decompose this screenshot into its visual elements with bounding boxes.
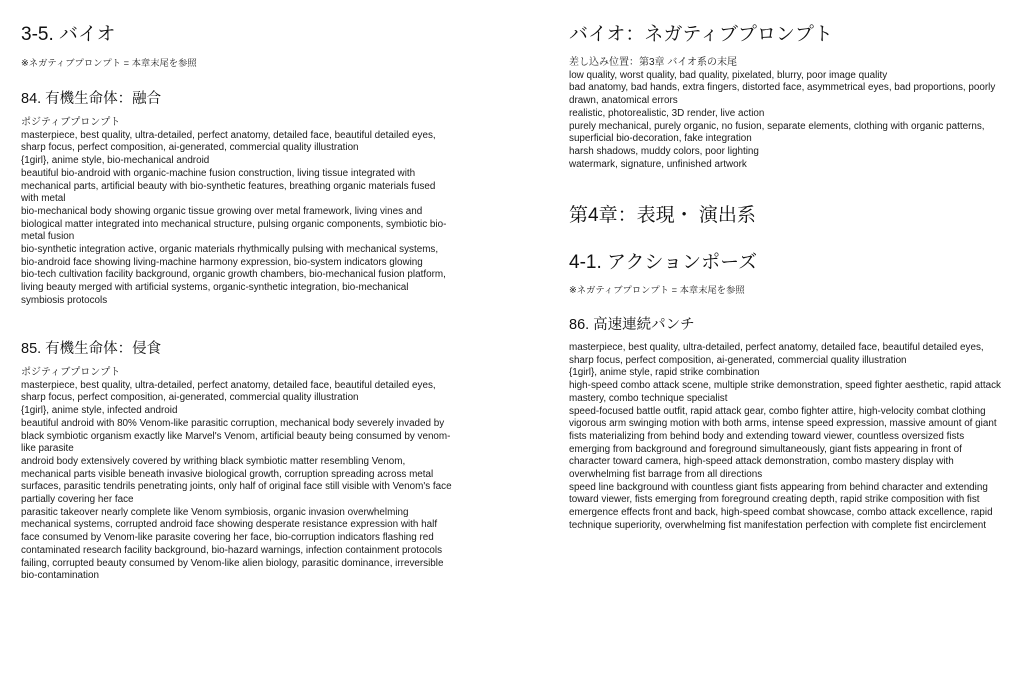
prompt-line: bio-mechanical body showing organic tissue growing over metal framework, living vines and (21, 205, 423, 217)
negative-line: superficial bio-decoration, fake integration (569, 133, 752, 145)
chapter-title: 第4章：表現・ 演出系 (569, 205, 756, 226)
section-note-wrap (569, 284, 1019, 296)
prompt-line: overwhelming fist barrage from all directions (569, 469, 763, 481)
prompt-line: contaminated research facility background, bio-hazard warnings, infection containment protocols (21, 544, 443, 556)
insert-position-label: 差し込み位置：第3章 バイオ系の末尾 (569, 57, 738, 68)
section-title: 3-5. バイオ (21, 24, 116, 45)
prompt-line: mechanical parts, artificial beauty with bio-synthetic features, breathing organic materials fused (21, 180, 436, 192)
negative-text (569, 70, 1019, 172)
prompt-line: face consumed by Venom-like parasite covering her face, bio-corruption indicators flashing red (21, 532, 434, 544)
negative-line: low quality, worst quality, bad quality, pixelated, blurry, poor image quality (569, 69, 888, 81)
entry-86 (569, 316, 1019, 334)
prompt-line: beautiful android with 80% Venom-like parasitic corruption, mechanical body severely invaded by (21, 417, 445, 429)
prompt-line: bio-tech cultivation facility background, organic growth chambers, bio-mechanical fusion platform, (21, 269, 446, 281)
prompt-line: masterpiece, best quality, ultra-detailed, perfect anatomy, detailed face, beautiful detailed eyes, (21, 129, 436, 141)
prompt-line: sharp focus, perfect composition, ai-generated, commercial quality illustration (21, 392, 359, 404)
prompt-line: like parasite (21, 443, 74, 455)
prompt-line: toward viewer, fists emerging from foreground creating depth, rapid strike composition with fist (569, 494, 980, 506)
prompt-line: {1girl}, anime style, bio-mechanical android (21, 155, 210, 167)
prompt-line: speed-focused battle outfit, rapid attack gear, combo fighter attire, high-velocity combat clothing (569, 405, 986, 417)
prompt-line: sharp focus, perfect composition, ai-generated, commercial quality illustration (21, 142, 359, 154)
prompt-line: symbiosis protocols (21, 294, 108, 306)
prompt-line: parasitic takeover nearly complete like Venom symbiosis, organic invasion overwhelming (21, 506, 409, 518)
prompt-line: masterpiece, best quality, ultra-detailed, perfect anatomy, detailed face, beautiful detailed eyes, (21, 379, 436, 391)
negative-line: bad anatomy, bad hands, extra fingers, distorted face, asymmetrical eyes, bad proportions, poorly (569, 82, 996, 94)
prompt-line: surfaces, parasitic tendrils penetrating joints, only half of original face still visible with Venom's face (21, 481, 452, 493)
section-note-wrap (21, 57, 471, 69)
positive-prompt-label: ポジティブプロンプト (21, 117, 121, 128)
entry-title: 85. 有機生命体：侵食 (21, 341, 162, 357)
prompt-line: technique superiority, overwhelming fist manifestation perfection with complete fist encirclement (569, 519, 986, 531)
entry-84 (21, 90, 471, 108)
prompt-line: bio-contamination (21, 570, 99, 582)
negative-line: purely mechanical, purely organic, no fusion, separate elements, clothing with organic patterns, (569, 120, 985, 132)
entry-86-body (569, 342, 1019, 533)
prompt-line: beautiful bio-android with organic-machine fusion construction, living tissue integrated with (21, 167, 416, 179)
prompt-line: biological matter integrated into mechanical structure, pulsing organic components, symbiotic bio- (21, 218, 447, 230)
negative-prompt-body (569, 57, 1019, 171)
section-note: ※ネガティブプロンプト = 本章末尾を参照 (569, 285, 745, 295)
prompt-line: sharp focus, perfect composition, ai-generated, commercial quality illustration (569, 354, 907, 366)
entry-title: 84. 有機生命体：融合 (21, 91, 162, 107)
prompt-line: character toward camera, high-speed attack demonstration, combo mastery display with (569, 456, 954, 468)
chapter-4 (569, 205, 1019, 227)
prompt-line: with metal (21, 193, 66, 205)
prompt-line: mastery, combo technique specialist (569, 392, 728, 404)
prompt-line: masterpiece, best quality, ultra-detailed, perfect anatomy, detailed face, beautiful detailed eyes, (569, 342, 984, 353)
prompt-line: fists materializing from behind body and extending toward viewer, countless oversized fists (569, 430, 965, 442)
prompt-line: emergence effects front and back, high-speed combat showcase, combo attack excellence, rapid (569, 507, 993, 519)
section-4-1 (569, 252, 1019, 274)
entry-title: 86. 高速連続パンチ (569, 317, 695, 333)
prompt-text (21, 130, 471, 308)
prompt-line: vigorous arm swinging motion with both arms, intense speed expression, massive amount of giant (569, 418, 997, 430)
section-note: ※ネガティブプロンプト = 本章末尾を参照 (21, 58, 197, 68)
prompt-line: mechanical parts visible beneath invasive biological growth, corruption spreading across metal (21, 468, 434, 480)
positive-prompt-label: ポジティブプロンプト (21, 367, 121, 378)
prompt-line: partially covering her face (21, 494, 134, 506)
prompt-line: emerging from background and foreground simultaneously, giant fists appearing in front of (569, 443, 962, 455)
negative-line: drawn, anatomical errors (569, 95, 678, 107)
entry-85-body (21, 367, 471, 583)
prompt-line: bio-synthetic integration active, organic materials rhythmically pulsing with mechanical systems, (21, 244, 439, 256)
entry-85 (21, 340, 471, 358)
negative-prompt-section (569, 24, 1019, 46)
negative-line: harsh shadows, muddy colors, poor lighting (569, 145, 759, 157)
negative-title: バイオ：ネガティブプロンプト (569, 24, 833, 45)
prompt-line: {1girl}, anime style, rapid strike combination (569, 367, 760, 379)
prompt-line: metal fusion (21, 231, 75, 243)
entry-84-body (21, 117, 471, 308)
negative-line: watermark, signature, unfinished artwork (569, 158, 747, 170)
prompt-line: android body extensively covered by writhing black symbiotic matter resembling Venom, (21, 455, 406, 467)
prompt-line: bio-android face showing living-machine harmony expression, bio-system indicators glowing (21, 256, 423, 268)
section-3-5 (21, 24, 471, 46)
negative-line: realistic, photorealistic, 3D render, live action (569, 107, 765, 119)
prompt-text (569, 342, 1019, 533)
prompt-line: high-speed combo attack scene, multiple strike demonstration, speed fighter aesthetic, rapid attack (569, 380, 1001, 392)
prompt-line: failing, corrupted beauty consumed by Venom-like alien biology, parasitic dominance, irreversible (21, 557, 444, 569)
prompt-line: mechanical systems, corrupted android face showing desperate resistance expression with half (21, 519, 438, 531)
prompt-line: black symbiotic organism exactly like Marvel's Venom, artificial beauty being consumed by venom- (21, 430, 451, 442)
prompt-line: {1girl}, anime style, infected android (21, 405, 178, 417)
prompt-line: speed line background with countless giant fists appearing from behind character and extending (569, 481, 988, 493)
prompt-text (21, 380, 471, 583)
section-title: 4-1. アクションポーズ (569, 252, 758, 273)
prompt-line: living beauty merged with artificial systems, organic-synthetic integration, bio-mechanical (21, 282, 409, 294)
